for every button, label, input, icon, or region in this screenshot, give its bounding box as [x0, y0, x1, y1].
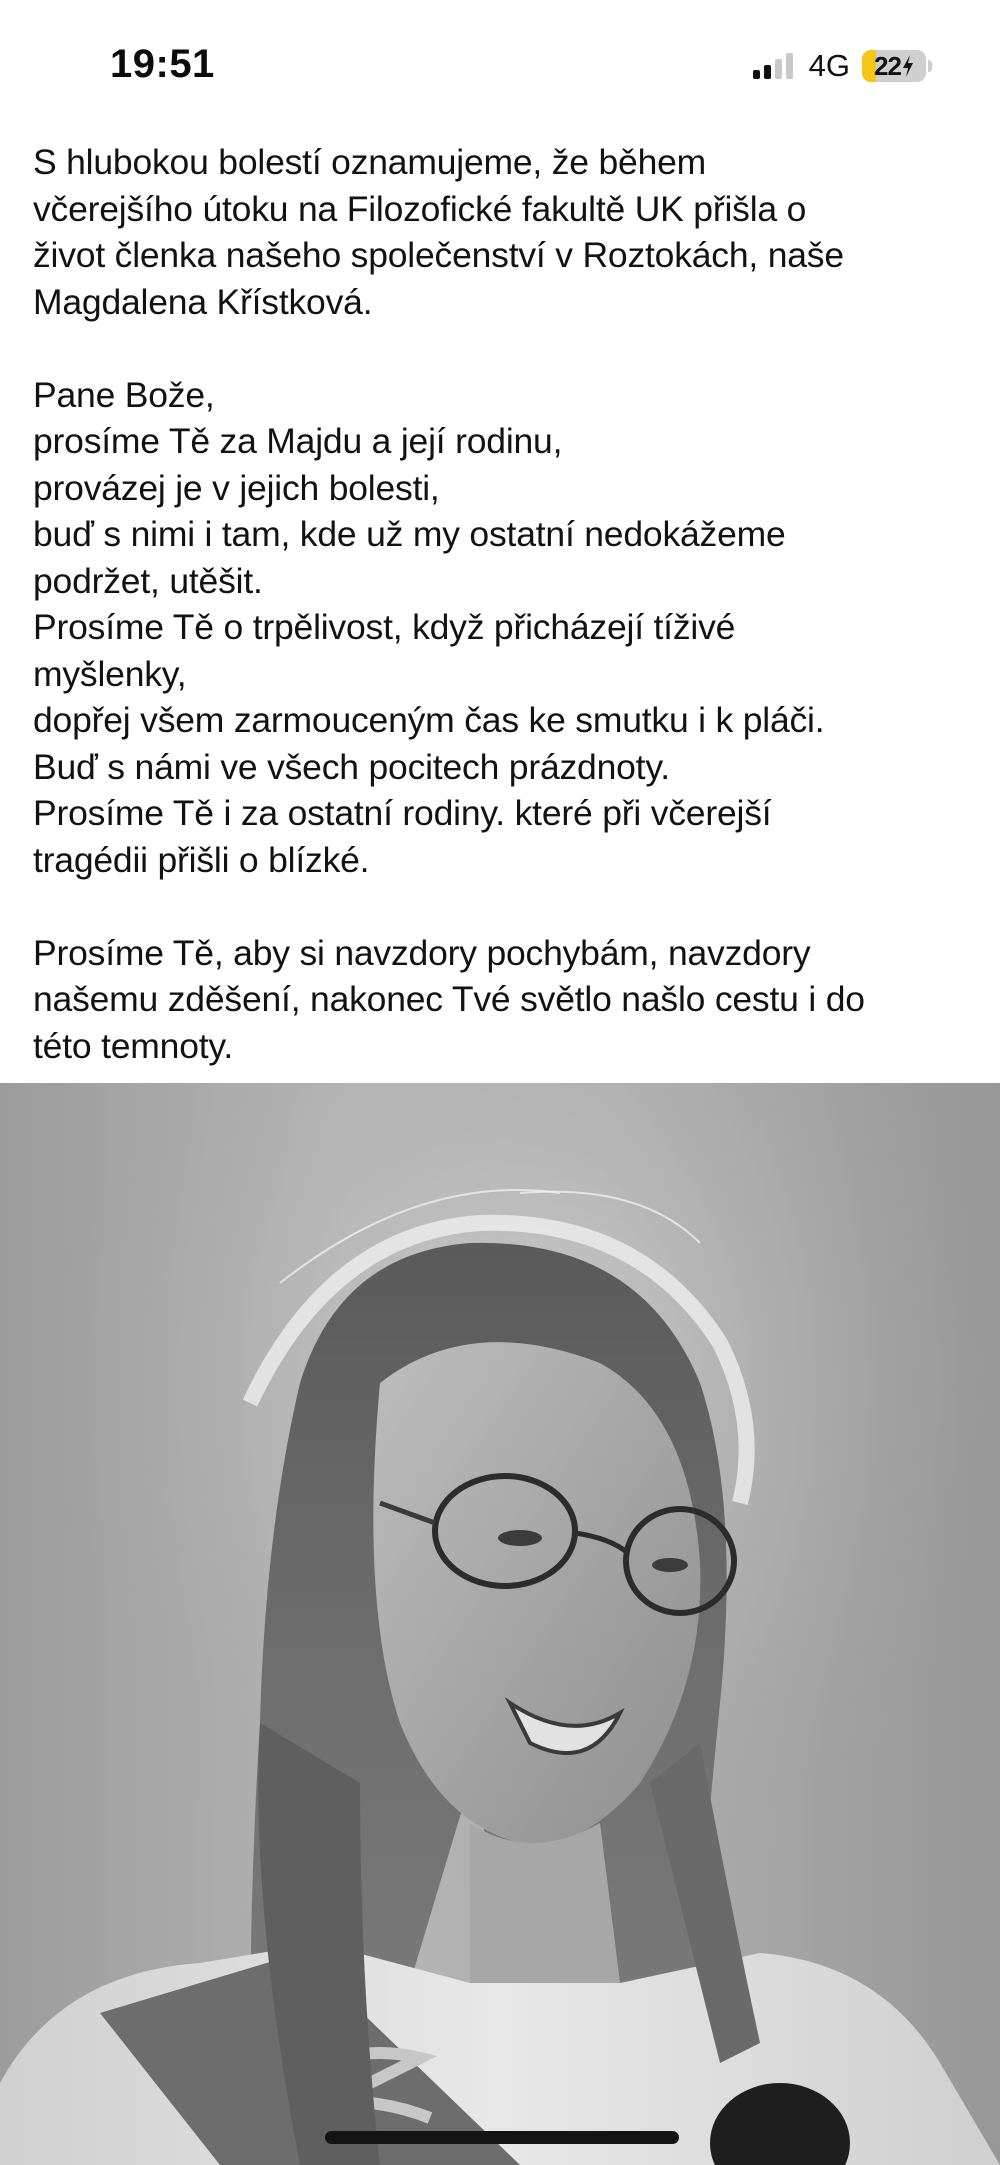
text-line: Pane Bože, [33, 374, 215, 415]
text-line: podržet, utěšit. [33, 560, 263, 601]
text-line: Magdalena Křístková. [33, 281, 373, 322]
signal-bar [775, 59, 782, 79]
text-line: provázej je v jejich bolesti, [33, 467, 440, 508]
status-bar [0, 0, 1000, 130]
signal-bar [753, 70, 760, 79]
network-type: 4G [808, 48, 850, 83]
paragraph-gap [33, 883, 988, 930]
text-line: dopřej všem zarmouceným čas ke smutku i k pláči. [33, 700, 825, 740]
text-line: našemu zděšení, nakonec Tvé světlo našlo cestu i do [33, 979, 865, 1019]
text-line: buď s nimi i tam, kde už my ostatní nedokážeme [33, 514, 786, 554]
text-line: této temnoty. [33, 1025, 233, 1066]
text-line: S hlubokou bolestí oznamujeme, že během [33, 142, 707, 182]
text-line: tragédii přišli o blízké. [33, 839, 370, 880]
paragraph-prayer [33, 372, 988, 884]
battery-percent [874, 51, 914, 82]
cellular-signal-icon [753, 53, 793, 79]
battery-cap [928, 60, 932, 72]
status-time: 19:51 [110, 42, 215, 86]
paragraph-gap [33, 325, 988, 372]
text-line: Prosíme Tě, aby si navzdory pochybám, navzdory [33, 932, 811, 973]
text-line: myšlenky, [33, 653, 187, 694]
paragraph-announcement [33, 139, 988, 325]
battery-percent-value: 22 [874, 50, 901, 81]
signal-bar [786, 53, 793, 79]
portrait-image [0, 1083, 1000, 2165]
charging-bolt-icon [902, 55, 914, 77]
text-line: Prosíme Tě i za ostatní rodiny. které při včerejší [33, 793, 772, 833]
text-line: život členka našeho společenství v Roztokách, naše [33, 235, 844, 275]
signal-bar [764, 65, 771, 79]
text-line: Prosíme Tě o trpělivost, když přicházejí tíživé [33, 607, 736, 647]
text-line: prosíme Tě za Majdu a její rodinu, [33, 421, 563, 461]
text-line: včerejšího útoku na Filozofické fakultě UK přišla o [33, 188, 807, 229]
text-line: Buď s námi ve všech pocitech prázdnoty. [33, 746, 670, 787]
memorial-photo[interactable] [0, 1083, 1000, 2165]
status-indicators [753, 50, 932, 82]
battery-icon [862, 50, 926, 82]
home-indicator[interactable] [325, 2131, 679, 2144]
paragraph-closing [33, 930, 988, 1070]
message-body [33, 139, 988, 1069]
